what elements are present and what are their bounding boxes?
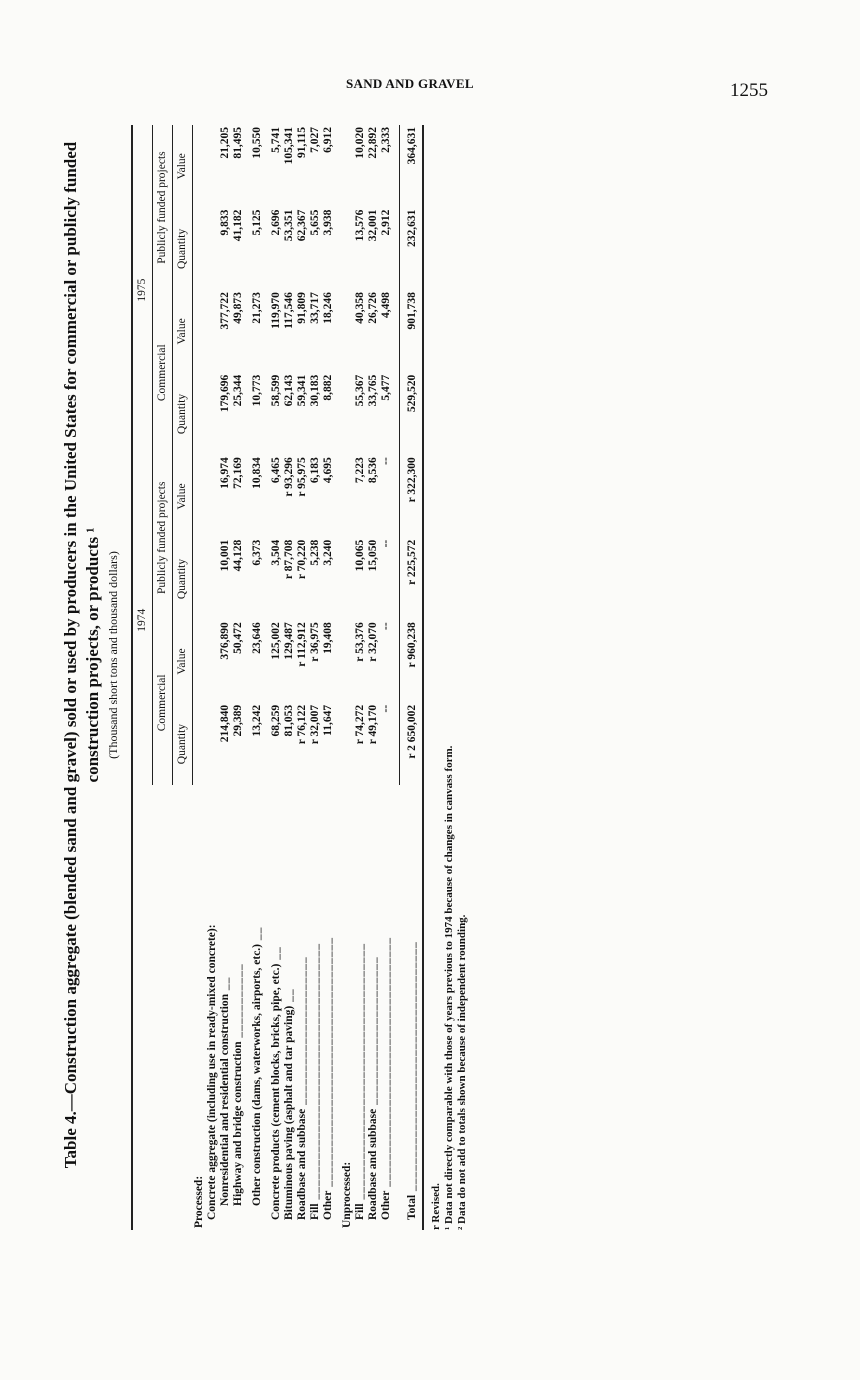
dot-leader: ______________________________________ [353, 943, 366, 1204]
table-cell: 68,259 [269, 704, 282, 737]
column-header: Value [173, 620, 193, 703]
table-cell [206, 290, 219, 373]
group-header: Commercial [153, 290, 173, 455]
table-cell: 32,001 [366, 209, 379, 242]
table-cell [193, 620, 206, 703]
table-cell: 376,890 [218, 622, 231, 660]
table-cell [193, 125, 206, 208]
dot-leader: ______________________ [295, 956, 308, 1109]
column-header: Value [173, 455, 193, 538]
table-row [251, 125, 264, 1230]
table-cell: r 53,376 [353, 622, 366, 662]
table-cell [193, 373, 206, 456]
stub-header [132, 785, 193, 1230]
column-header: Quantity [173, 538, 193, 621]
table-cell [341, 290, 354, 373]
table-cell: 214,840 [218, 704, 231, 743]
table-cell: 91,115 [295, 127, 308, 158]
table-cell [206, 703, 219, 786]
row-label-text: Highway and bridge construction [231, 1041, 244, 1206]
table-cell [206, 373, 219, 456]
table-cell: 232,631 [399, 208, 423, 291]
table-cell: 25,344 [231, 374, 244, 407]
table-cell: 6,465 [269, 457, 282, 484]
table-cell: r 95,975 [295, 457, 308, 497]
row-label [206, 785, 219, 1230]
dot-leader: __ [282, 988, 295, 1006]
table-row [206, 125, 219, 1230]
table-cell [206, 620, 219, 703]
table-title: Table 4.—Construction aggregate (blended sand and gravel) sold or used by producers in the United States for commercial or publicly funded construction projects, or products ¹ [61, 141, 102, 1169]
table-cell: 2,696 [269, 209, 282, 236]
table-cell: 59,341 [295, 374, 308, 407]
table-row [283, 125, 296, 1230]
table-cell: 3,938 [321, 209, 334, 236]
table-cell: 7,027 [308, 127, 321, 153]
table-cell: 10,773 [250, 374, 263, 407]
table-cell: 44,128 [231, 539, 244, 572]
table-cell: 377,722 [218, 292, 231, 330]
table-row [367, 125, 380, 1230]
row-label-text: Concrete aggregate (including use in ready-mixed concrete): [205, 924, 218, 1220]
table-row [193, 125, 206, 1230]
table-row [341, 125, 354, 1230]
row-label [232, 785, 245, 1230]
table-cell: 58,599 [269, 374, 282, 407]
dot-leader: ___________ [231, 963, 244, 1042]
row-label-text: Other [321, 1190, 334, 1220]
table-cell: 10,001 [218, 539, 231, 572]
table-cell: 6,912 [321, 127, 334, 153]
dot-leader: ______________________ [366, 956, 379, 1109]
table-cell: 22,892 [366, 127, 379, 159]
row-label [193, 785, 206, 1230]
table-cell: r 32,070 [366, 622, 379, 662]
table-cell: 2,912 [379, 209, 392, 236]
table-cell [206, 455, 219, 538]
table-cell: 901,738 [399, 290, 423, 373]
table-cell [193, 538, 206, 621]
table-cell [193, 455, 206, 538]
table-cell: 5,125 [250, 209, 263, 236]
dot-leader: _____________________________________ [405, 941, 418, 1195]
footnote: ² Data do not add to totals shown because of independent rounding. [455, 914, 468, 1230]
dot-leader: _____________________________________ [321, 936, 334, 1191]
row-label-text: Other construction (dams, waterworks, airports, etc.) [250, 943, 263, 1206]
table-cell: 53,351 [282, 209, 295, 242]
row-label-text: Roadbase and subbase [295, 1108, 308, 1220]
year-header-1974: 1974 [132, 455, 153, 785]
table-row [270, 125, 283, 1230]
table-cell: 33,765 [366, 374, 379, 407]
table-cell: 21,205 [218, 127, 231, 159]
dot-leader: __ [250, 926, 263, 944]
row-label-text: Roadbase and subbase [366, 1108, 379, 1220]
table-body [193, 125, 423, 1230]
table-row [354, 125, 367, 1230]
table-cell [193, 208, 206, 291]
table-cell: 129,487 [282, 622, 295, 660]
table-cell: 11,647 [321, 704, 334, 736]
row-label-text: Fill [353, 1203, 366, 1220]
row-label [283, 785, 296, 1230]
table-cell: 81,053 [282, 704, 295, 737]
table-cell: 13,242 [250, 704, 263, 737]
table-cell: 5,238 [308, 539, 321, 566]
group-header: Publicly funded projects [153, 125, 173, 290]
table-cell: 49,873 [231, 292, 244, 324]
table-cell: 119,970 [269, 292, 282, 329]
table-cell: 30,183 [308, 374, 321, 407]
table-cell: 10,065 [353, 539, 366, 572]
table-cell: 13,576 [353, 209, 366, 242]
group-header: Commercial [153, 620, 173, 785]
table-cell: 16,974 [218, 457, 231, 489]
table-cell: r 87,708 [282, 539, 295, 580]
table-cell: 4,498 [379, 292, 392, 319]
table-cell: r 960,238 [399, 620, 423, 703]
footnotes [430, 80, 469, 1230]
table-cell: 8,536 [366, 457, 379, 484]
row-label [399, 785, 423, 1230]
table-cell: -- [379, 704, 392, 713]
table-cell: 33,717 [308, 292, 321, 324]
table-cell: 6,373 [250, 539, 263, 566]
table-cell [193, 290, 206, 373]
row-label [367, 785, 380, 1230]
row-label-text: Nonresidential and residential construction [218, 993, 231, 1206]
table-cell: 10,020 [353, 127, 366, 159]
table-cell: 125,002 [269, 622, 282, 660]
table-cell: 3,240 [321, 539, 334, 566]
row-label [380, 785, 393, 1230]
table-row [219, 125, 232, 1230]
row-label [322, 785, 335, 1230]
table-cell: r 322,300 [399, 455, 423, 538]
dot-leader: __ [218, 976, 231, 994]
table-cell: 105,341 [282, 127, 295, 165]
table-cell: 179,696 [218, 374, 231, 413]
row-label-text: Unprocessed: [340, 1161, 353, 1228]
dot-leader: _____________________________________ [379, 936, 392, 1191]
column-header: Value [173, 125, 193, 208]
table-cell: r 225,572 [399, 538, 423, 621]
table-cell: 81,495 [231, 127, 244, 159]
table-cell: r 32,007 [308, 704, 321, 745]
table-cell: r 36,975 [308, 622, 321, 662]
table-subtitle: (Thousand short tons and thousand dollars) [106, 551, 120, 759]
table-cell: 9,833 [218, 209, 231, 236]
table-cell [206, 208, 219, 291]
dot-leader: __ [269, 946, 282, 964]
footnote: ¹ Data not directly comparable with those of years previous to 1974 because of changes in canvass form. [442, 745, 455, 1230]
table-cell: 40,358 [353, 292, 366, 324]
table-cell: 5,655 [308, 209, 321, 236]
table-cell: 21,273 [250, 292, 263, 324]
table-cell: 10,550 [250, 127, 263, 159]
row-label-text: Fill [308, 1203, 321, 1220]
table-cell: 6,183 [308, 457, 321, 484]
table-cell: r 74,272 [353, 704, 366, 745]
page-number: 1255 [730, 80, 768, 101]
footnote: r Revised. [429, 1183, 442, 1230]
table-cell: r 2 650,002 [399, 703, 423, 786]
table-cell: 529,520 [399, 373, 423, 456]
table-cell [206, 125, 219, 208]
table-cell: 55,367 [353, 374, 366, 407]
table-cell: 91,809 [295, 292, 308, 324]
column-header: Quantity [173, 703, 193, 786]
table-cell [193, 703, 206, 786]
table-cell: 2,333 [379, 127, 392, 153]
table-cell: 72,169 [231, 457, 244, 489]
table-row [296, 125, 309, 1230]
table-cell: r 93,296 [282, 457, 295, 497]
table-cell: 10,834 [250, 457, 263, 489]
table-cell: 50,472 [231, 622, 244, 654]
table-cell [206, 538, 219, 621]
table-cell: 3,504 [269, 539, 282, 566]
row-label [296, 785, 309, 1230]
table-cell: 117,546 [282, 292, 295, 329]
table-cell: r 49,170 [366, 704, 379, 745]
table-cell: 62,367 [295, 209, 308, 242]
table-cell [341, 208, 354, 291]
table-cell: -- [379, 457, 392, 465]
table-cell: 29,389 [231, 704, 244, 737]
row-label-text: Other [379, 1190, 392, 1220]
row-label [251, 785, 264, 1230]
table-cell: 18,246 [321, 292, 334, 324]
table-cell: r 70,220 [295, 539, 308, 580]
dot-leader: ______________________________________ [308, 943, 321, 1204]
group-header: Publicly funded projects [153, 455, 173, 620]
table-cell [341, 620, 354, 703]
row-label [309, 785, 322, 1230]
table-cell: r 76,122 [295, 704, 308, 745]
table-cell: 62,143 [282, 374, 295, 407]
row-label [354, 785, 367, 1230]
table-cell: 15,050 [366, 539, 379, 572]
row-label-text: Total [405, 1194, 418, 1220]
row-label [341, 785, 354, 1230]
table-cell: 5,477 [379, 374, 392, 401]
column-header: Quantity [173, 208, 193, 291]
row-label-text: Bituminous paving (asphalt and tar paving) [282, 1005, 295, 1220]
table-cell: r 112,912 [295, 622, 308, 667]
table-cell [341, 125, 354, 208]
table-cell [341, 455, 354, 538]
table-cell: -- [379, 539, 392, 548]
column-header: Value [173, 290, 193, 373]
row-label [270, 785, 283, 1230]
table-cell: 364,631 [399, 125, 423, 208]
table-cell: -- [379, 622, 392, 630]
table-cell: 7,223 [353, 457, 366, 484]
table-row [309, 125, 322, 1230]
table-cell [341, 538, 354, 621]
table-row [380, 125, 393, 1230]
table-row [232, 125, 245, 1230]
table-cell [341, 703, 354, 786]
table-cell: 8,882 [321, 374, 334, 401]
running-head: SAND AND GRAVEL [346, 76, 474, 91]
table-row [322, 125, 335, 1230]
column-header: Quantity [173, 373, 193, 456]
total-row [399, 125, 423, 1230]
rotated-table-page [60, 80, 860, 1230]
table-cell: 23,646 [250, 622, 263, 654]
table-cell: 5,741 [269, 127, 282, 153]
table-cell: 4,695 [321, 457, 334, 484]
table-cell: 41,182 [231, 209, 244, 242]
row-label [219, 785, 232, 1230]
table-cell: 19,408 [321, 622, 334, 654]
year-header-1975: 1975 [132, 125, 153, 455]
row-label-text: Concrete products (cement blocks, bricks, pipe, etc.) [269, 963, 282, 1220]
data-table [131, 125, 424, 1230]
row-label-text: Processed: [192, 1175, 205, 1228]
table-cell [341, 373, 354, 456]
table-cell: 26,726 [366, 292, 379, 324]
